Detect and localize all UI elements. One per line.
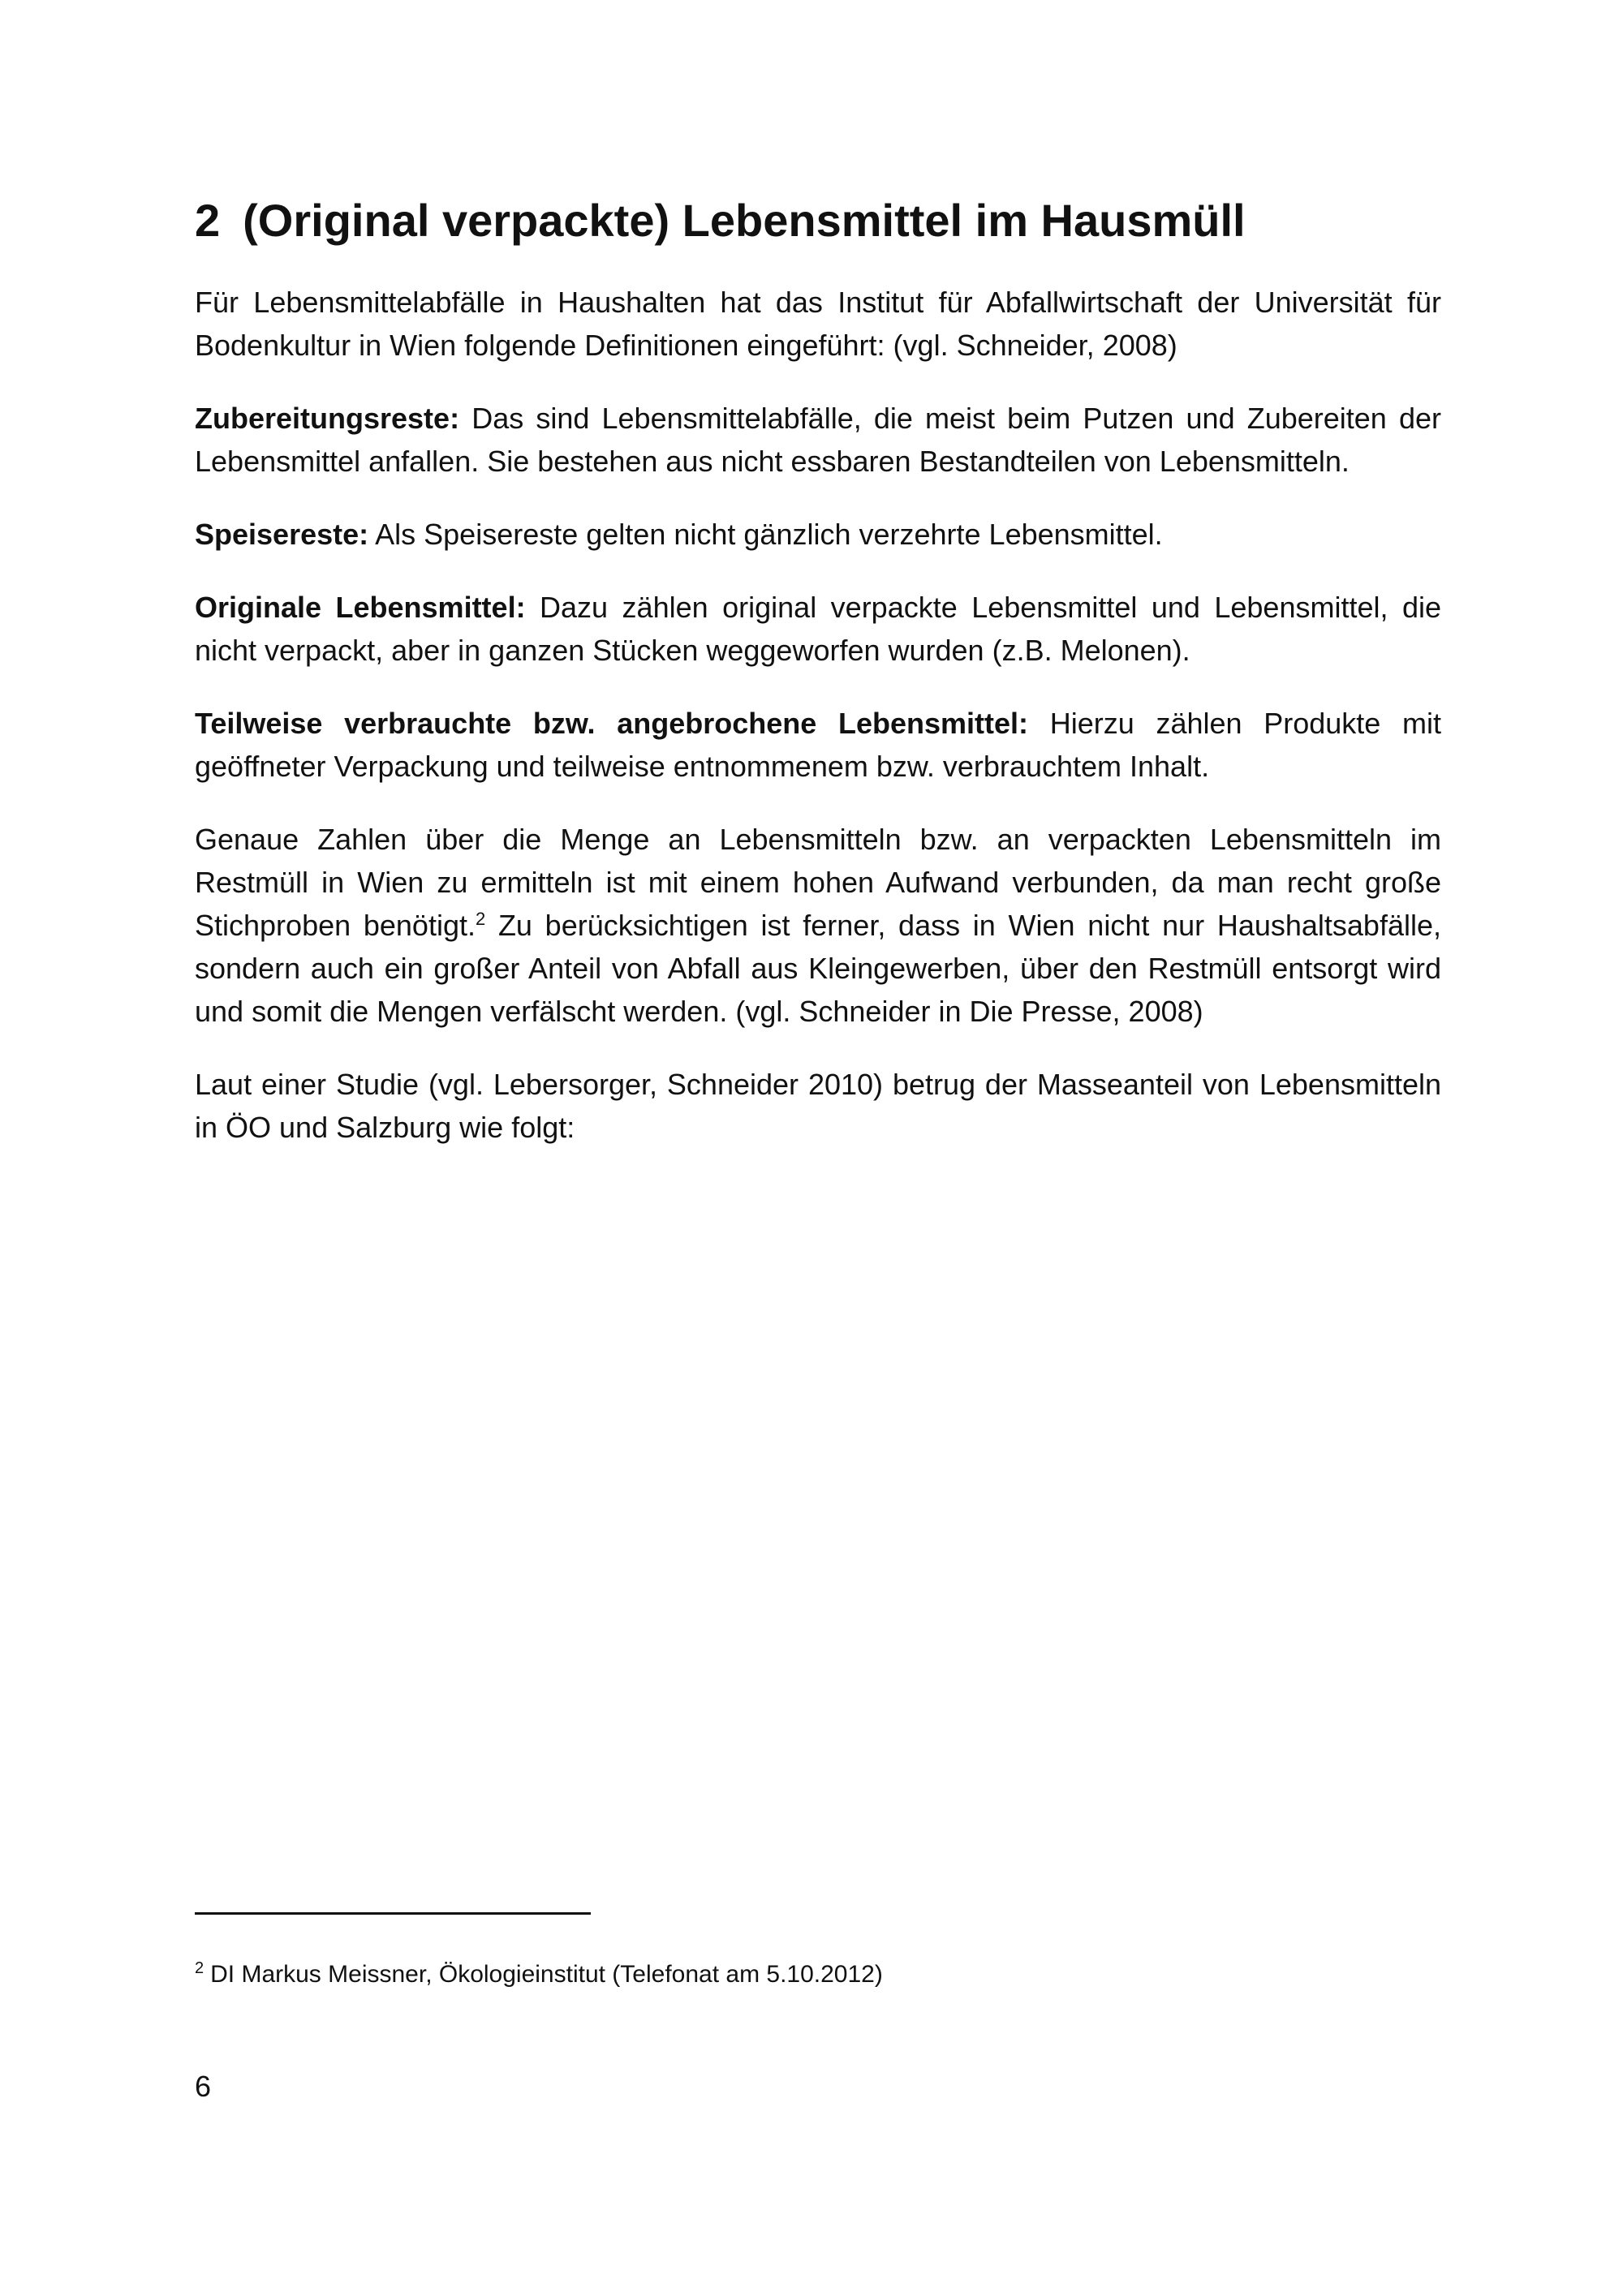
page-content bbox=[195, 191, 1441, 1179]
footnote bbox=[195, 1957, 1441, 1993]
definition-term: Originale Lebensmittel: bbox=[195, 591, 526, 624]
intro-paragraph: Für Lebensmittelabfälle in Haushalten hat das Institut für Abfallwirtschaft der Universität für Bodenkultur in Wien folgende Definitionen eingeführt: (vgl. Schneider, 2008) bbox=[195, 286, 1441, 362]
footnote-text: DI Markus Meissner, Ökologieinstitut (Telefonat am 5.10.2012) bbox=[210, 1961, 883, 1988]
definition-zubereitungsreste bbox=[195, 397, 1441, 483]
definition-term: Teilweise verbrauchte bzw. angebrochene Lebensmittel: bbox=[195, 707, 1029, 740]
definition-text: Das sind Lebensmittelabfälle, die meist beim Putzen und Zubereiten der Lebensmittel anfallen. Sie bestehen aus nicht essbaren Bestandteilen von Lebensmitteln. bbox=[195, 402, 1441, 478]
definition-text: Dazu zählen original verpackte Lebensmittel und Lebensmittel, die nicht verpackt, aber in ganzen Stücken weggeworfen wurden (z.B. Melonen). bbox=[195, 591, 1441, 667]
definition-term: Speisereste: bbox=[195, 518, 369, 551]
zahlen-paragraph bbox=[195, 818, 1441, 1033]
footnote-marker: 2 bbox=[195, 1959, 204, 1977]
definition-teilweise-verbrauchte bbox=[195, 702, 1441, 788]
definition-text: Hierzu zählen Produkte mit geöffneter Verpackung und teilweise entnommenem bzw. verbrauchtem Inhalt. bbox=[195, 707, 1441, 783]
definition-speisereste bbox=[195, 513, 1441, 556]
section-heading bbox=[195, 191, 1441, 250]
zahlen-text-part1: Genaue Zahlen über die Menge an Lebensmitteln bzw. an verpackten Lebensmitteln im Restmüll in Wien zu ermitteln ist mit einem hohen Aufwand verbunden, da man recht große Stichproben benötigt. bbox=[195, 823, 1441, 942]
footnote-separator bbox=[195, 1912, 591, 1915]
definition-text: Als Speisereste gelten nicht gänzlich verzehrte Lebensmittel. bbox=[368, 518, 1163, 551]
zahlen-text-part2: Zu berücksichtigen ist ferner, dass in Wien nicht nur Haushaltsabfälle, sondern auch ein großer Anteil von Abfall aus Kleingewerben, über den Restmüll entsorgt wird und somit die Mengen verfälscht werden. (vgl. Schneider in Die Presse, 2008) bbox=[195, 909, 1441, 1028]
section-number: 2 bbox=[195, 195, 221, 246]
footnote-reference[interactable]: 2 bbox=[475, 909, 486, 929]
page-number: 6 bbox=[195, 2070, 212, 2103]
definition-term: Zubereitungsreste: bbox=[195, 402, 460, 435]
studie-paragraph: Laut einer Studie (vgl. Lebersorger, Schneider 2010) betrug der Masseanteil von Lebensmitteln in ÖO und Salzburg wie folgt: bbox=[195, 1068, 1441, 1144]
section-title: (Original verpackte) Lebensmittel im Hausmüll bbox=[243, 195, 1246, 246]
definition-originale-lebensmittel bbox=[195, 586, 1441, 672]
